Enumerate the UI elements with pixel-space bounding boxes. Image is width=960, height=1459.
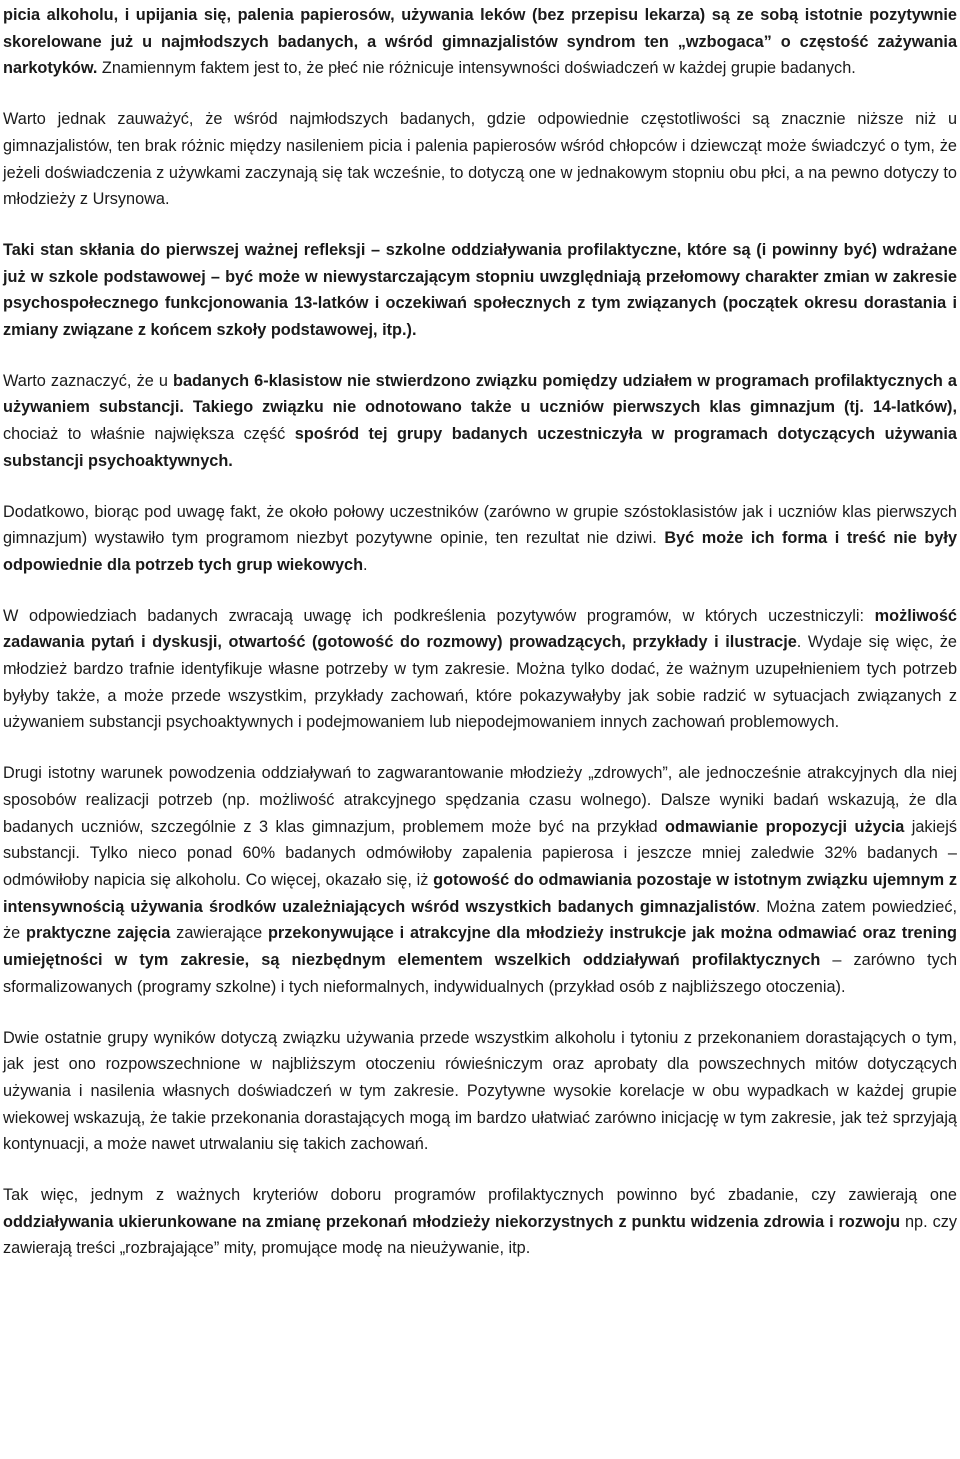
paragraph-3 [3, 237, 957, 344]
text-run: np. czy zawierają treści „rozbrajające” mity, promujące modę na nieużywanie, itp. [3, 1212, 957, 1258]
text-run: – zarówno tych sformalizowanych (programy szkolne) i tych nieformalnych, indywidualnych (przykład osób z najbliższego otoczenia). [3, 951, 957, 996]
paragraph-9 [3, 1182, 957, 1262]
bold-text-run: spośród tej grupy badanych uczestniczyła w programach dotyczących używania substancji psychoaktywnych. [3, 425, 957, 470]
paragraph-5 [3, 499, 957, 579]
text-run: Tak więc, jednym z ważnych kryteriów doboru programów profilaktycznych powinno być zbadanie, czy zawierają one [3, 1186, 957, 1205]
text-run: jakiejś substancji. Tylko nieco ponad 60% badanych odmówiłoby zapalenia papierosa i jeszcze mniej zaledwie 32% badanych – odmówiłoby napicia się alkoholu. Co więcej, okazało się, iż [3, 817, 957, 889]
text-run: Znamiennym faktem jest to, że płeć nie różnicuje intensywności doświadczeń w każdej grupie badanych. [97, 59, 856, 78]
text-run: W odpowiedziach badanych zwracają uwagę ich podkreślenia pozytywów programów, w których uczestniczyli: [3, 606, 875, 625]
text-run: Dwie ostatnie grupy wyników dotyczą związku używania przede wszystkim alkoholu i tytoniu z przekonaniem dorastających o tym, jak jest ono rozpowszechnione w najbliższym otoczeniu rówieśniczym oraz aprobaty dla powszechnych mitów dotyczących używania i nasilenia własnych doświadczeń w tym zakresie. Pozytywne wysokie korelacje w obu wypadkach w każdej grupie wiekowej wskazują, że takie przekonania dorastających mogą im bardzo ułatwiać zarówno inicjację w tym zakresie, jak też sprzyjają kontynuacji, a może nawet utrwalaniu się takich zachowań. [3, 1028, 957, 1154]
bold-text-run: praktyczne zajęcia [26, 924, 171, 943]
paragraph-1 [3, 2, 957, 82]
bold-text-run: Być może ich forma i treść nie były odpowiednie dla potrzeb tych grup wiekowych [3, 529, 957, 574]
text-run: Dodatkowo, biorąc pod uwagę fakt, że około połowy uczestników (zarówno w grupie szóstoklasistów jak i uczniów klas pierwszych gimnazjum) wystawiło tym programom niezbyt pozytywne opinie, ten rezultat nie dziwi. [3, 502, 957, 548]
text-run: chociaż to właśnie największa część [3, 425, 295, 444]
paragraph-4 [3, 368, 957, 475]
bold-text-run: Takiego związku nie odnotowano także u uczniów pierwszych klas gimnazjum (tj. 14-latków), [192, 398, 957, 417]
text-run: . Wydaje się więc, że młodzież bardzo trafnie identyfikuje własne potrzeby w tym zakresie. Można tylko dodać, że ważnym uzupełnieniem tych potrzeb byłyby także, a może przede wszystkim, przykłady zachowań, które pokazywałyby jak sobie radzić w sytuacjach związanych z używaniem substancji psychoaktywnych i podejmowaniem lub niepodejmowaniem innych zachowań problemowych. [3, 633, 957, 732]
bold-text-run: picia alkoholu, i upijania się, palenia papierosów, używania leków (bez przepisu lekarza) są ze sobą istotnie pozytywnie skorelowane już u najmłodszych badanych, a wśród gimnazjalistów syndrom ten „wzbogaca” o częstość zażywania narkotyków. [3, 6, 957, 78]
bold-text-run: gotowość do odmawiania pozostaje w istotnym związku ujemnym z intensywnością używania środków uzależniających wśród wszystkich badanych gimnazjalistów [3, 870, 957, 916]
text-run: Warto zaznaczyć, że u [3, 371, 174, 390]
bold-text-run: badanych 6-klasistow nie stwierdzono związku pomiędzy udziałem w programach profilaktycznych a używaniem substancji. [3, 371, 957, 417]
bold-text-run: oddziaływania ukierunkowane na zmianę przekonań młodzieży niekorzystnych z punktu widzenia zdrowia i rozwoju [3, 1212, 901, 1231]
bold-text-run: możliwość zadawania pytań i dyskusji, otwartość (gotowość do rozmowy) prowadzących, przykłady i ilustracje [3, 606, 957, 652]
paragraph-6 [3, 603, 957, 737]
text-run [184, 398, 193, 416]
text-run: Warto jednak zauważyć, że wśród najmłodszych badanych, gdzie odpowiednie częstotliwości są znacznie niższe niż u gimnazjalistów, ten brak różnic między nasileniem picia i palenia papierosów wśród chłopców i dziewcząt może świadczyć o tym, że jeżeli doświadczenia z używkami zaczynają się tak wcześnie, to dotyczą one w jednakowym stopniu obu płci, a na pewno dotyczy to młodzieży z Ursynowa. [3, 110, 957, 209]
paragraph-2 [3, 106, 957, 213]
bold-text-run: odmawianie propozycji użycia [665, 817, 905, 836]
text-run: Drugi istotny warunek powodzenia oddziaływań to zagwarantowanie młodzieży „zdrowych”, ale jednocześnie atrakcyjnych dla niej sposobów realizacji potrzeb (np. możliwość atrakcyjnego spędzania czasu wolnego). Dalsze wyniki badań wskazują, że dla badanych uczniów, szczególnie z 3 klas gimnazjum, problemem może być na przykład [3, 764, 957, 836]
bold-text-run: Taki stan skłania do pierwszej ważnej refleksji – szkolne oddziaływania profilaktyczne, które są (i powinny być) wdrażane już w szkole podstawowej – być może w niewystarczającym stopniu uwzględniają przełomowy charakter zmian w zakresie psychospołecznego funkcjonowania 13-latków i oczekiwań społecznych z tym związanych (początek okresu dorastania i zmiany związane z końcem szkoły podstawowej, itp.). [3, 240, 957, 340]
paragraph-8 [3, 1025, 957, 1159]
text-run: zawierające [170, 924, 268, 943]
text-run: . [363, 555, 368, 574]
paragraph-7 [3, 760, 957, 1000]
bold-text-run: przekonywujące i atrakcyjne dla młodzieży instrukcje jak można odmawiać oraz trening umiejętności w tym zakresie, są niezbędnym elementem wszelkich oddziaływań profilaktycznych [3, 924, 957, 970]
text-run: . Można zatem powiedzieć, że [3, 897, 957, 943]
